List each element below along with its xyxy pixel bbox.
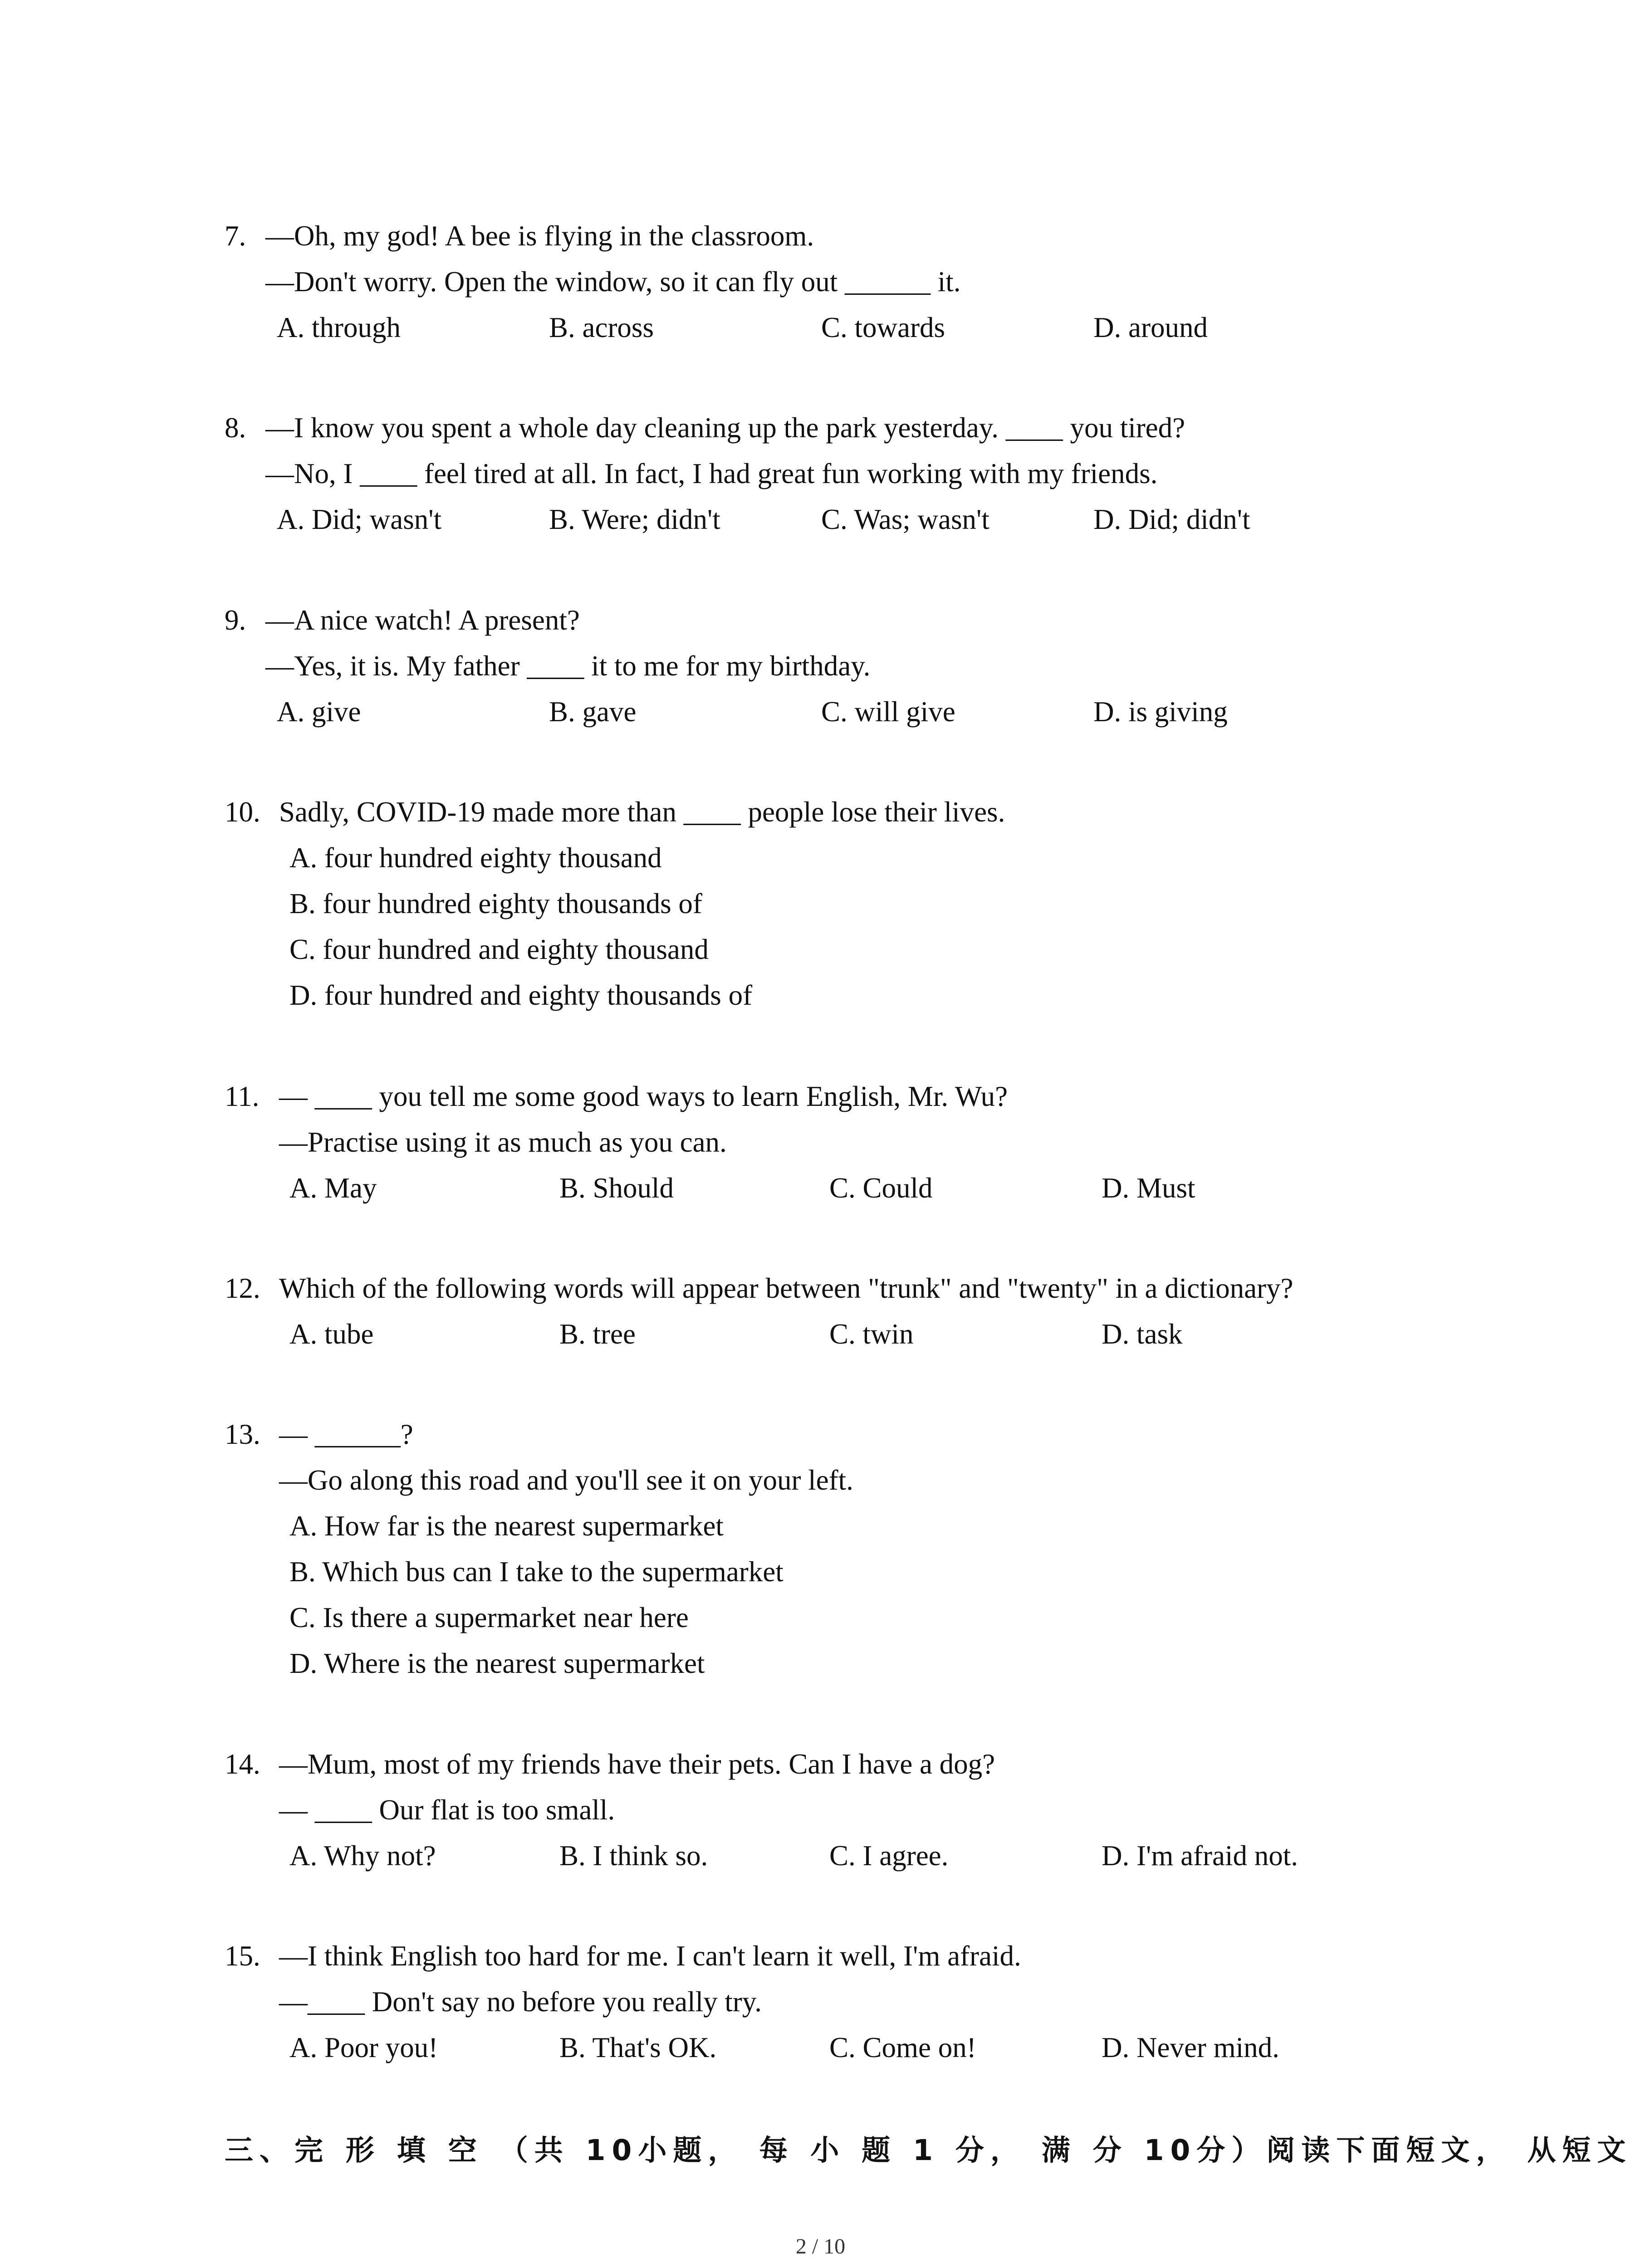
option-d[interactable]: D. Never mind.	[1102, 2032, 1279, 2063]
option-c[interactable]: C. four hundred and eighty thousand	[289, 934, 709, 965]
question-line: —Oh, my god! A bee is flying in the classroom.	[265, 220, 814, 252]
option-d[interactable]: D. four hundred and eighty thousands of	[289, 979, 753, 1011]
option-c[interactable]: C. I agree.	[829, 1840, 949, 1872]
option-b[interactable]: B. across	[549, 312, 654, 343]
question-11	[225, 1074, 1195, 1211]
question-13	[225, 1412, 853, 1686]
question-number: 11.	[225, 1080, 260, 1112]
option-b[interactable]: B. Which bus can I take to the supermarket	[289, 1556, 784, 1588]
question-number: 7.	[225, 220, 246, 252]
page-number: 2 / 10	[795, 2234, 846, 2258]
question-line: Which of the following words will appear between "trunk" and "twenty" in a dictionary?	[279, 1272, 1293, 1304]
option-a[interactable]: A. Why not?	[289, 1840, 436, 1872]
option-a[interactable]: A. How far is the nearest supermarket	[289, 1510, 724, 1542]
question-line: —____ Don't say no before you really try.	[279, 1986, 762, 2018]
option-a[interactable]: A. give	[277, 696, 361, 728]
option-a[interactable]: A. Did; wasn't	[277, 503, 442, 535]
question-line: —I think English too hard for me. I can't learn it well, I'm afraid.	[279, 1940, 1021, 1972]
question-8	[225, 405, 1250, 543]
option-a[interactable]: A. tube	[289, 1318, 374, 1350]
option-c[interactable]: C. Come on!	[829, 2032, 976, 2063]
option-c[interactable]: C. towards	[821, 312, 945, 343]
option-d[interactable]: D. is giving	[1093, 696, 1228, 728]
option-d[interactable]: D. around	[1093, 312, 1208, 343]
question-number: 9.	[225, 604, 246, 636]
option-a[interactable]: A. four hundred eighty thousand	[289, 842, 662, 874]
question-line: —Practise using it as much as you can.	[279, 1126, 727, 1158]
question-line: — ______?	[279, 1418, 413, 1450]
question-number: 12.	[225, 1272, 260, 1304]
question-line: —Don't worry. Open the window, so it can fly out ______ it.	[265, 266, 961, 298]
option-b[interactable]: B. four hundred eighty thousands of	[289, 888, 702, 919]
question-number: 14.	[225, 1748, 260, 1780]
question-line: —Mum, most of my friends have their pets. Can I have a dog?	[279, 1748, 995, 1780]
option-b[interactable]: B. gave	[549, 696, 637, 728]
option-a[interactable]: A. Poor you!	[289, 2032, 438, 2063]
question-line: —Go along this road and you'll see it on your left.	[279, 1464, 853, 1496]
option-b[interactable]: B. Were; didn't	[549, 503, 720, 535]
option-b[interactable]: B. That's OK.	[559, 2032, 717, 2063]
option-c[interactable]: C. Was; wasn't	[821, 503, 989, 535]
question-7	[225, 213, 1208, 351]
option-d[interactable]: D. Did; didn't	[1093, 503, 1250, 535]
option-b[interactable]: B. I think so.	[559, 1840, 708, 1872]
question-number: 8.	[225, 412, 246, 444]
question-10	[225, 789, 1005, 1018]
question-line: —A nice watch! A present?	[265, 604, 580, 636]
question-12	[225, 1266, 1293, 1357]
option-d[interactable]: D. I'm afraid not.	[1102, 1840, 1298, 1872]
question-14	[225, 1741, 1298, 1879]
question-line: —I know you spent a whole day cleaning up the park yesterday. ____ you tired?	[265, 412, 1185, 444]
question-number: 10.	[225, 796, 260, 828]
option-b[interactable]: B. tree	[559, 1318, 636, 1350]
option-c[interactable]: C. will give	[821, 696, 955, 728]
option-a[interactable]: A. through	[277, 312, 401, 343]
question-9	[225, 597, 1228, 735]
question-line: — ____ you tell me some good ways to learn English, Mr. Wu?	[279, 1080, 1008, 1112]
question-line: Sadly, COVID-19 made more than ____ people lose their lives.	[279, 796, 1005, 828]
option-b[interactable]: B. Should	[559, 1172, 674, 1204]
section-heading: 三、完 形 填 空 （共 10小题， 每 小 题 1 分， 满 分 10分）阅读下面短文， 从短文	[225, 2134, 1632, 2167]
question-15	[225, 1933, 1279, 2071]
question-number: 13.	[225, 1418, 260, 1450]
question-number: 15.	[225, 1940, 260, 1972]
option-c[interactable]: C. twin	[829, 1318, 914, 1350]
question-line: —No, I ____ feel tired at all. In fact, I had great fun working with my friends.	[265, 458, 1158, 489]
question-line: —Yes, it is. My father ____ it to me for my birthday.	[265, 650, 871, 682]
option-d[interactable]: D. Where is the nearest supermarket	[289, 1647, 705, 1679]
option-a[interactable]: A. May	[289, 1172, 377, 1204]
question-line: — ____ Our flat is too small.	[279, 1794, 615, 1826]
option-c[interactable]: C. Could	[829, 1172, 933, 1204]
option-d[interactable]: D. Must	[1102, 1172, 1195, 1204]
option-d[interactable]: D. task	[1102, 1318, 1183, 1350]
option-c[interactable]: C. Is there a supermarket near here	[289, 1602, 689, 1633]
